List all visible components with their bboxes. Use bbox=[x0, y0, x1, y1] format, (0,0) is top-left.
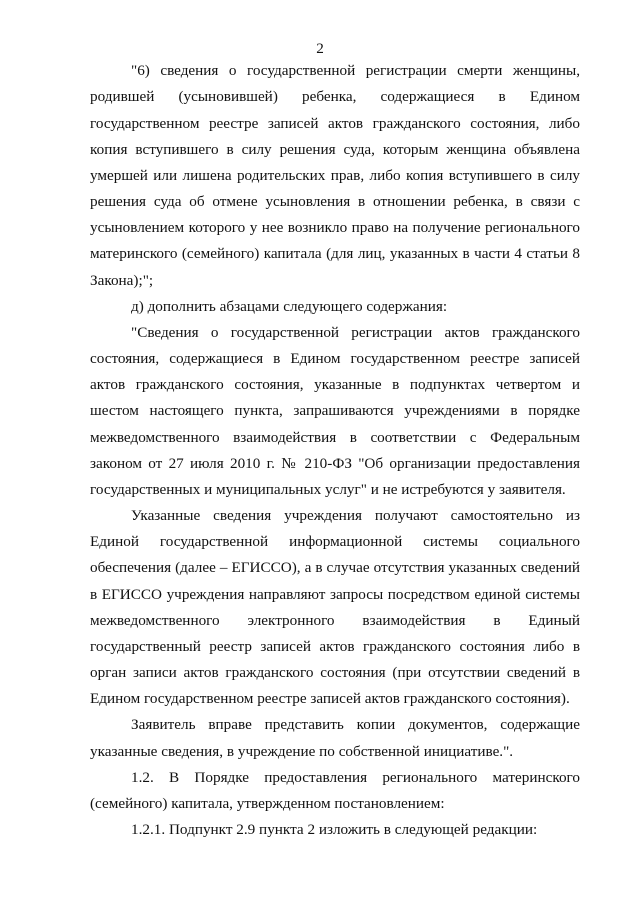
text-line: д) дополнить абзацами следующего содержания: bbox=[131, 298, 448, 315]
text-line: "6) сведения о государственной регистрации смерти женщины, bbox=[131, 62, 580, 79]
text-line: орган записи актов гражданского состояния (при отсутствии сведений в bbox=[90, 664, 580, 681]
text-line: Указанные сведения учреждения получают самостоятельно из bbox=[131, 507, 580, 524]
text-line: Заявитель вправе представить копии документов, содержащие bbox=[131, 716, 580, 733]
text-line: умершей или лишена родительских прав, либо копия вступившего в силу bbox=[90, 167, 580, 184]
text-line: Закона);"; bbox=[90, 272, 154, 289]
text-line: государственном реестре записей актов гражданского состояния, либо bbox=[90, 115, 580, 132]
text-line: копия вступившего в силу решения суда, которым женщина объявлена bbox=[90, 141, 580, 158]
text-line: состояния, содержащиеся в Едином государственном реестре записей bbox=[90, 350, 580, 367]
text-line: обеспечения (далее – ЕГИССО), а в случае отсутствия указанных сведений bbox=[90, 559, 580, 576]
text-line: указанные сведения, в учреждение по собственной инициативе.". bbox=[90, 743, 514, 760]
text-line: усыновлением которого у нее возникло право на получение регионального bbox=[90, 219, 580, 236]
text-line: родившей (усыновившей) ребенка, содержащиеся в Едином bbox=[90, 88, 580, 105]
text-line: законом от 27 июля 2010 г. № 210-ФЗ "Об организации предоставления bbox=[90, 455, 580, 472]
text-line: Единой государственной информационной системы социального bbox=[90, 533, 580, 550]
text-line: решения суда об отмене усыновления в отношении ребенка, в связи с bbox=[90, 193, 580, 210]
text-line: государственных и муниципальных услуг" и не истребуются у заявителя. bbox=[90, 481, 566, 498]
text-line: Едином государственном реестре записей актов гражданского состояния). bbox=[90, 690, 570, 707]
text-line: (семейного) капитала, утвержденном постановлением: bbox=[90, 795, 445, 812]
page-number: 2 bbox=[316, 40, 324, 57]
text-line: межведомственного взаимодействия в соответствии с Федеральным bbox=[90, 429, 580, 446]
text-line: шестом настоящего пункта, запрашиваются учреждениями в порядке bbox=[90, 402, 580, 419]
text-line: в ЕГИССО учреждения направляют запросы посредством единой системы bbox=[90, 586, 580, 603]
text-line: государственный реестр записей актов гражданского состояния либо в bbox=[90, 638, 580, 655]
text-line: 1.2.1. Подпункт 2.9 пункта 2 изложить в следующей редакции: bbox=[131, 821, 538, 838]
text-line: межведомственного электронного взаимодействия в Единый bbox=[90, 612, 580, 629]
text-line: 1.2. В Порядке предоставления регионального материнского bbox=[131, 769, 580, 786]
text-line: "Сведения о государственной регистрации актов гражданского bbox=[131, 324, 580, 341]
text-line: актов гражданского состояния, указанные в подпунктах четвертом и bbox=[90, 376, 580, 393]
text-line: материнского (семейного) капитала (для лиц, указанных в части 4 статьи 8 bbox=[90, 245, 580, 262]
